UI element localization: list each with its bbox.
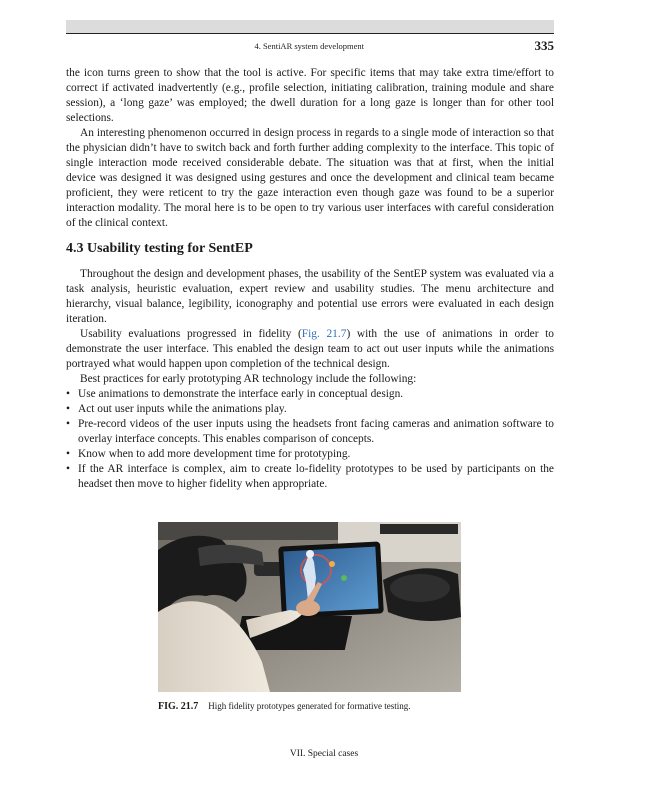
bullet-marker: • xyxy=(66,388,70,400)
list-item-text: Use animations to demonstrate the interface early in conceptual design. xyxy=(78,388,404,400)
header-rule xyxy=(66,33,554,34)
bullet-list xyxy=(66,387,554,492)
running-header xyxy=(66,38,554,54)
list-item-text: If the AR interface is complex, aim to create lo-fidelity prototypes to be used by participants on the headset then move to higher fidelity when appropriate. xyxy=(78,463,554,490)
bullet-marker: • xyxy=(66,403,70,415)
page-number: 335 xyxy=(534,38,554,53)
paragraph: Best practices for early prototyping AR technology include the following: xyxy=(80,373,417,385)
figure-label: FIG. 21.7 xyxy=(158,701,199,712)
list-item xyxy=(66,387,554,402)
figure-caption xyxy=(158,701,410,712)
photo-illustration xyxy=(158,522,461,692)
paragraph xyxy=(66,327,554,372)
figure-link[interactable]: Fig. 21.7 xyxy=(301,328,347,340)
section-body xyxy=(66,267,554,492)
bullet-marker: • xyxy=(66,448,70,460)
section-heading: 4.3 Usability testing for SentEP xyxy=(66,241,253,256)
caption-text: High fidelity prototypes generated for formative testing. xyxy=(208,701,411,711)
chapter-title: 4. SentiAR system development xyxy=(254,41,364,51)
text-run: ) with the use of animations in order to demonstrate the user interface. This enabled the design team to act out user inputs while the animations portrayed what would happen upon completion of the technical design. xyxy=(66,328,555,370)
list-item xyxy=(66,402,554,417)
bullet-marker: • xyxy=(66,418,70,430)
paragraph: Throughout the design and development phases, the usability of the SentEP system was evaluated via a task analysis, heuristic evaluation, expert review and usability studies. The menu architecture and hierarchy, visual balance, legibility, iconography and potential use errors were evaluated in each design iteration. xyxy=(66,268,554,325)
list-item xyxy=(66,462,554,492)
text-run: Usability evaluations progressed in fidelity ( xyxy=(80,328,302,340)
body-text-top xyxy=(66,66,554,231)
list-item xyxy=(66,417,554,447)
list-item-text: Act out user inputs while the animations play. xyxy=(78,403,287,415)
paragraph: the icon turns green to show that the tool is active. For specific items that may take extra time/effort to correct if activated inadvertently (e.g., profile selection, initiating calibration, training module and share session), a ‘long gaze’ was employed; the dwell duration for a long gaze is longer than for other tool selections. xyxy=(66,67,554,124)
list-item-text: Pre-record videos of the user inputs using the headsets front facing cameras and animation software to overlay interface concepts. This enables comparison of concepts. xyxy=(78,418,554,445)
paragraph: An interesting phenomenon occurred in design process in regards to a single mode of interaction so that the physician didn’t have to switch back and forth further adding complexity to the interface. This topic of single interaction mode received considerable debate. The situation was that at first, when the initial device was designed it was designed using gestures and once the development and clinical team became proficient, they were reticent to try the gaze interaction even though gaze was found to be a superior interaction modality. The moral here is to be open to try various user interfaces with careful consideration of the clinical context. xyxy=(66,127,554,229)
page-footer: VII. Special cases xyxy=(289,749,359,759)
bullet-marker: • xyxy=(66,463,70,475)
list-item xyxy=(66,447,554,462)
list-item-text: Know when to add more development time for prototyping. xyxy=(78,448,351,460)
figure-photo xyxy=(158,522,461,692)
header-bar xyxy=(66,20,554,33)
